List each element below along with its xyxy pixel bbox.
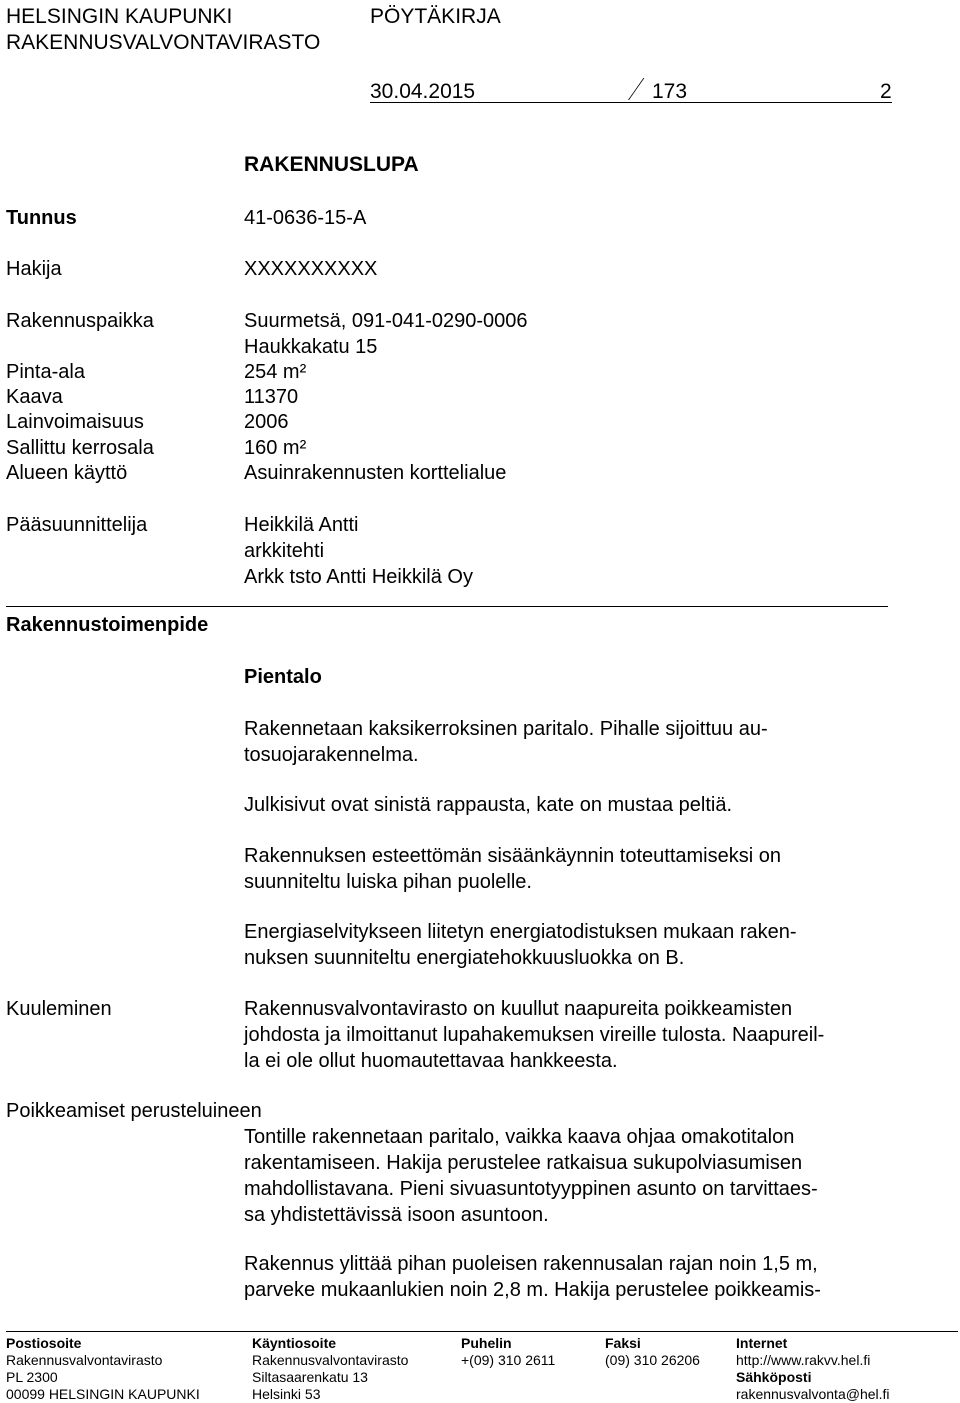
footer-faksi: Faksi (09) 310 26206 (605, 1335, 700, 1368)
org-department: RAKENNUSVALVONTAVIRASTO (6, 31, 321, 54)
paasuunnittelija-name: Heikkilä Antti (244, 514, 359, 536)
poikkeamiset-paragraph-1: Tontille rakennetaan paritalo, vaikka kaava ohjaa omakotitalon rakentamiseen. Hakija perustelee ratkaisua sukupolviasumisen mahdollistavana. Pieni sivuasuntotyyppinen asunto on tarvittaes- sa yhdistettävissä isoon asuntoon. (244, 1126, 818, 1226)
pinta-ala-value: 254 m² (244, 361, 307, 383)
poikkeamiset-paragraph-2: Rakennus ylittää pihan puoleisen rakennusalan rajan noin 1,5 m, parveke mukaanlukien noin 2,8 m. Hakija perustelee poikkeamis- (244, 1253, 821, 1301)
org-name: HELSINGIN KAUPUNKI (6, 5, 233, 28)
hakija-label: Hakija (6, 258, 62, 280)
rakennustoimenpide-paragraph-4: Energiaselvitykseen liitetyn energiatodistuksen mukaan raken- nuksen suunniteltu energiatehokkuusluokka on B. (244, 921, 797, 969)
document-title: RAKENNUSLUPA (244, 153, 419, 176)
hakija-value: XXXXXXXXXX (244, 258, 378, 280)
kaava-value: 11370 (244, 386, 299, 408)
website-link[interactable]: http://www.rakvv.hel.fi (736, 1352, 871, 1368)
footer-postiosoite: Postiosoite Rakennusvalvontavirasto PL 2300 00099 HELSINGIN KAUPUNKI (6, 1335, 200, 1402)
doc-type: PÖYTÄKIRJA (370, 5, 501, 28)
alueen-kaytto-value: Asuinrakennusten korttelialue (244, 462, 507, 484)
footer-puhelin: Puhelin +(09) 310 2611 (461, 1335, 556, 1368)
section-number: 173 (652, 80, 688, 103)
paasuunnittelija-label: Pääsuunnittelija (6, 514, 148, 536)
rakennuspaikka-label: Rakennuspaikka (6, 310, 154, 332)
paasuunnittelija-title: arkkitehti (244, 540, 325, 562)
rakennustoimenpide-subheading: Pientalo (244, 666, 322, 688)
email-link[interactable]: rakennusvalvonta@hel.fi (736, 1386, 890, 1402)
rakennustoimenpide-heading: Rakennustoimenpide (6, 614, 209, 636)
kerrosala-label: Sallittu kerrosala (6, 437, 154, 459)
meeting-date: 30.04.2015 (370, 80, 476, 103)
footer-internet: Internet http://www.rakvv.hel.fi Sähköposti rakennusvalvonta@hel.fi (736, 1335, 890, 1402)
tunnus-value: 41-0636-15-A (244, 207, 367, 229)
tunnus-label: Tunnus (6, 207, 77, 229)
kaava-label: Kaava (6, 386, 63, 408)
rakennustoimenpide-paragraph-1: Rakennetaan kaksikerroksinen paritalo. Pihalle sijoittuu au- tosuojarakennelma. (244, 718, 768, 766)
rakennuspaikka-address: Haukkakatu 15 (244, 336, 378, 358)
header-underline (370, 102, 892, 103)
poikkeamiset-label: Poikkeamiset perusteluineen (6, 1100, 262, 1122)
pinta-ala-label: Pinta-ala (6, 361, 85, 383)
rakennustoimenpide-paragraph-2: Julkisivut ovat sinistä rappausta, kate on mustaa peltiä. (244, 794, 733, 816)
page-number: 2 (880, 80, 892, 103)
footer-divider (6, 1331, 958, 1332)
paasuunnittelija-company: Arkk tsto Antti Heikkilä Oy (244, 566, 473, 588)
footer-kayntiosoite: Käyntiosoite Rakennusvalvontavirasto Siltasaarenkatu 13 Helsinki 53 (252, 1335, 409, 1402)
kerrosala-value: 160 m² (244, 437, 307, 459)
kuuleminen-paragraph: Rakennusvalvontavirasto on kuullut naapureita poikkeamisten johdosta ja ilmoittanut lupahakemuksen vireille tulosta. Naapureil- la ei ole ollut huomautettavaa hankkeesta. (244, 998, 825, 1072)
kuuleminen-label: Kuuleminen (6, 998, 112, 1020)
section-divider (6, 606, 888, 607)
lainvoimaisuus-value: 2006 (244, 411, 289, 433)
alueen-kaytto-label: Alueen käyttö (6, 462, 128, 484)
rakennuspaikka-value: Suurmetsä, 091-041-0290-0006 (244, 310, 528, 332)
lainvoimaisuus-label: Lainvoimaisuus (6, 411, 144, 433)
rakennustoimenpide-paragraph-3: Rakennuksen esteettömän sisäänkäynnin toteuttamiseksi on suunniteltu luiska pihan puolelle. (244, 845, 781, 893)
